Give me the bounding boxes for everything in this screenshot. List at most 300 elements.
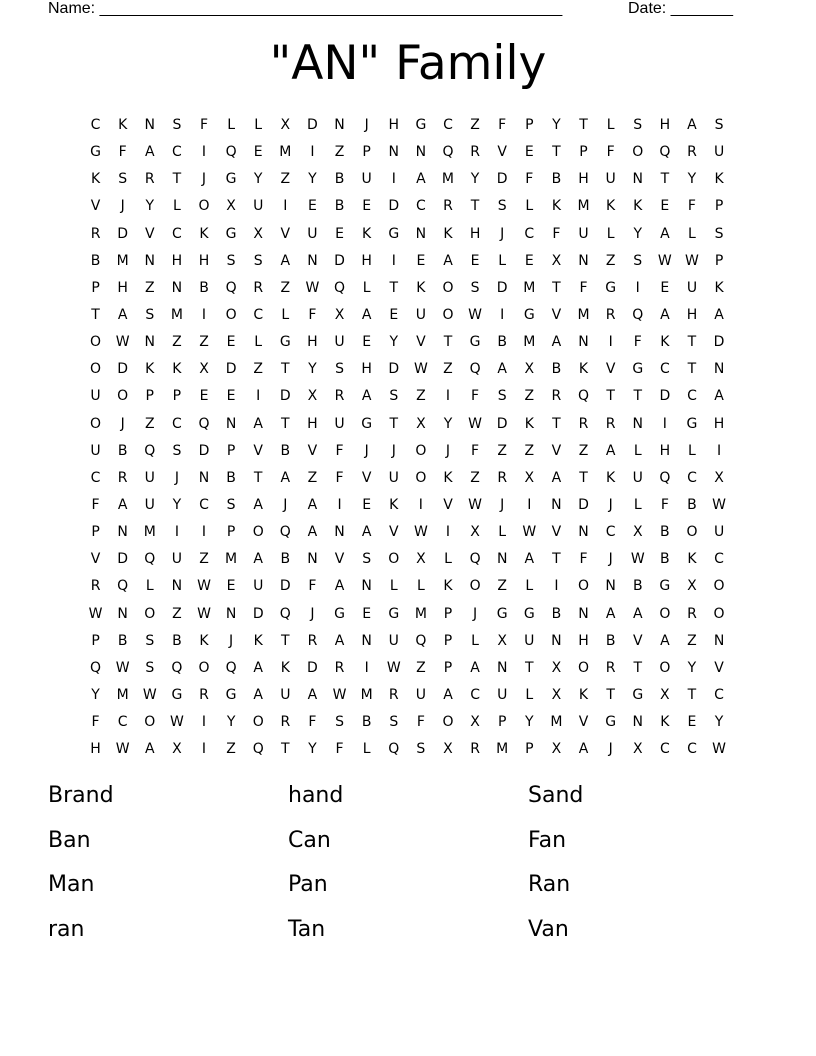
grid-letter: I: [418, 497, 423, 514]
grid-letter: N: [632, 714, 643, 731]
grid-letter: V: [497, 144, 507, 161]
grid-letter: X: [551, 687, 562, 704]
grid-letter: L: [172, 198, 181, 215]
grid-row: [82, 682, 733, 709]
grid-letter: X: [524, 361, 535, 378]
grid-letter: X: [307, 388, 318, 405]
grid-letter: B: [551, 361, 562, 378]
grid-letter: A: [660, 632, 670, 649]
grid-letter: N: [117, 605, 128, 622]
grid-letter: E: [226, 388, 236, 405]
grid-letter: E: [308, 198, 317, 215]
grid-letter: K: [199, 225, 209, 242]
grid-letter: G: [334, 605, 345, 622]
grid-letter: A: [280, 252, 291, 269]
grid-letter: H: [388, 117, 400, 134]
grid-row: [82, 628, 733, 655]
grid-letter: O: [198, 198, 210, 215]
grid-row: [82, 139, 733, 166]
grid-letter: L: [254, 117, 263, 134]
grid-letter: H: [307, 334, 318, 351]
grid-letter: M: [523, 279, 536, 296]
grid-letter: B: [497, 334, 507, 351]
grid-letter: N: [415, 225, 427, 242]
grid-letter: M: [116, 252, 129, 269]
grid-letter: D: [496, 171, 508, 188]
grid-letter: U: [415, 307, 426, 324]
grid-letter: K: [687, 551, 697, 568]
grid-letter: U: [415, 687, 426, 704]
grid-letter: R: [334, 388, 345, 405]
grid-letter: B: [280, 551, 291, 568]
grid-letter: F: [91, 714, 100, 731]
grid-letter: Y: [687, 659, 697, 676]
grid-letter: T: [281, 632, 290, 649]
grid-letter: R: [334, 659, 345, 676]
grid-letter: B: [632, 578, 643, 595]
grid-letter: I: [201, 714, 207, 731]
grid-letter: E: [524, 252, 534, 269]
grid-letter: D: [334, 252, 345, 269]
grid-letter: G: [659, 578, 671, 595]
grid-letter: F: [308, 578, 317, 595]
grid-letter: N: [307, 252, 318, 269]
grid-letter: Z: [524, 442, 535, 459]
grid-letter: M: [550, 714, 563, 731]
grid-letter: Q: [632, 307, 644, 324]
grid-letter: S: [145, 632, 155, 649]
grid-row: [82, 465, 733, 492]
grid-letter: B: [660, 551, 670, 568]
grid-letter: A: [632, 605, 643, 622]
grid-letter: T: [552, 279, 561, 296]
grid-letter: B: [226, 469, 236, 486]
grid-letter: U: [90, 388, 101, 405]
grid-letter: S: [362, 551, 372, 568]
grid-letter: N: [496, 659, 508, 676]
grid-letter: D: [496, 415, 508, 432]
grid-letter: H: [361, 361, 372, 378]
grid-letter: H: [578, 171, 589, 188]
grid-letter: W: [169, 714, 184, 731]
grid-letter: S: [389, 714, 399, 731]
grid-letter: N: [144, 252, 156, 269]
grid-letter: Z: [470, 469, 480, 486]
grid-letter: S: [335, 361, 344, 378]
grid-letter: Z: [470, 117, 480, 134]
grid-letter: G: [632, 361, 644, 378]
grid-letter: U: [497, 687, 508, 704]
grid-letter: F: [579, 551, 588, 568]
grid-letter: V: [307, 442, 318, 459]
grid-letter: T: [687, 687, 697, 704]
word-list-item: hand: [288, 783, 344, 808]
grid-letter: F: [552, 225, 561, 242]
grid-letter: L: [525, 687, 534, 704]
grid-letter: A: [470, 659, 480, 676]
grid-letter: N: [605, 578, 616, 595]
grid-letter: X: [253, 225, 263, 242]
grid-letter: J: [120, 198, 125, 215]
grid-letter: Q: [144, 442, 156, 459]
grid-letter: V: [632, 632, 643, 649]
grid-letter: A: [280, 469, 291, 486]
grid-letter: E: [226, 334, 236, 351]
grid-letter: B: [172, 632, 182, 649]
grid-letter: I: [201, 524, 207, 541]
grid-letter: I: [256, 388, 261, 405]
grid-letter: G: [523, 307, 535, 324]
grid-letter: F: [308, 307, 317, 324]
grid-letter: A: [551, 334, 562, 351]
grid-letter: Q: [90, 659, 102, 676]
grid-letter: R: [280, 714, 291, 731]
grid-letter: Z: [524, 388, 535, 405]
grid-letter: Y: [226, 714, 236, 731]
grid-letter: J: [500, 497, 505, 514]
grid-letter: X: [524, 469, 535, 486]
grid-letter: O: [144, 714, 156, 731]
grid-letter: D: [225, 361, 237, 378]
grid-letter: V: [361, 469, 372, 486]
grid-letter: C: [524, 225, 535, 242]
grid-letter: A: [497, 361, 507, 378]
grid-row: [82, 193, 733, 220]
grid-letter: F: [335, 469, 344, 486]
grid-letter: Y: [308, 741, 317, 758]
grid-letter: E: [524, 144, 534, 161]
grid-letter: N: [578, 252, 589, 269]
grid-letter: T: [687, 361, 697, 378]
grid-letter: I: [283, 198, 288, 215]
grid-letter: E: [362, 334, 372, 351]
grid-letter: B: [660, 524, 670, 541]
grid-letter: W: [115, 659, 130, 676]
grid-letter: P: [497, 714, 507, 731]
grid-letter: X: [172, 741, 182, 758]
grid-letter: N: [198, 469, 210, 486]
grid-row: [82, 275, 733, 302]
grid-letter: G: [388, 605, 400, 622]
grid-letter: R: [497, 469, 508, 486]
grid-letter: H: [307, 415, 318, 432]
grid-letter: V: [714, 659, 724, 676]
grid-letter: K: [280, 659, 290, 676]
grid-letter: C: [415, 198, 426, 215]
grid-letter: I: [337, 497, 342, 514]
grid-letter: T: [606, 388, 615, 405]
grid-letter: Z: [687, 632, 697, 649]
grid-letter: W: [88, 605, 103, 622]
grid-letter: G: [632, 687, 644, 704]
grid-letter: G: [415, 117, 427, 134]
grid-letter: U: [388, 632, 399, 649]
grid-letter: U: [361, 171, 372, 188]
grid-letter: H: [686, 307, 698, 324]
grid-letter: A: [144, 741, 155, 758]
grid-letter: A: [416, 171, 426, 188]
grid-letter: N: [144, 117, 156, 134]
grid-letter: A: [714, 388, 724, 405]
grid-letter: Y: [714, 714, 724, 731]
grid-letter: K: [90, 171, 101, 188]
grid-row: [82, 655, 733, 682]
grid-letter: F: [660, 497, 669, 514]
grid-letter: O: [686, 524, 698, 541]
grid-letter: C: [171, 415, 182, 432]
grid-letter: M: [523, 334, 536, 351]
grid-letter: A: [551, 469, 562, 486]
grid-letter: G: [361, 415, 373, 432]
grid-letter: M: [279, 144, 292, 161]
grid-letter: L: [281, 307, 290, 324]
grid-letter: A: [253, 415, 263, 432]
grid-row: [82, 519, 733, 546]
grid-letter: J: [283, 497, 288, 514]
grid-letter: A: [578, 741, 589, 758]
grid-letter: Y: [308, 171, 317, 188]
grid-letter: Q: [225, 659, 237, 676]
grid-letter: B: [334, 171, 345, 188]
grid-letter: O: [659, 605, 671, 622]
grid-letter: L: [254, 334, 263, 351]
grid-letter: U: [605, 171, 616, 188]
grid-letter: V: [605, 361, 616, 378]
grid-letter: T: [633, 388, 643, 405]
grid-letter: W: [332, 687, 347, 704]
grid-letter: T: [552, 415, 561, 432]
grid-letter: T: [281, 361, 290, 378]
grid-letter: G: [171, 687, 183, 704]
grid-letter: B: [361, 714, 372, 731]
grid-letter: R: [307, 632, 318, 649]
grid-letter: R: [388, 687, 399, 704]
grid-letter: N: [171, 279, 183, 296]
grid-letter: B: [117, 442, 128, 459]
letter-grid: [82, 112, 733, 763]
grid-letter: O: [415, 469, 427, 486]
grid-letter: I: [391, 171, 396, 188]
grid-letter: L: [525, 198, 534, 215]
grid-letter: E: [362, 497, 372, 514]
grid-letter: O: [713, 578, 725, 595]
grid-letter: N: [225, 415, 237, 432]
grid-letter: R: [90, 225, 101, 242]
grid-letter: D: [279, 578, 291, 595]
grid-letter: W: [712, 497, 726, 514]
grid-letter: D: [117, 551, 129, 568]
grid-row: [82, 709, 733, 736]
grid-letter: E: [362, 605, 372, 622]
grid-letter: J: [174, 469, 179, 486]
grid-letter: P: [714, 198, 724, 215]
grid-letter: J: [120, 415, 125, 432]
grid-letter: U: [253, 198, 264, 215]
grid-row: [82, 302, 733, 329]
grid-letter: B: [199, 279, 209, 296]
grid-letter: O: [252, 714, 264, 731]
grid-letter: N: [361, 578, 372, 595]
grid-letter: M: [143, 524, 156, 541]
grid-letter: F: [416, 714, 425, 731]
grid-letter: S: [145, 659, 155, 676]
grid-letter: W: [630, 551, 645, 568]
grid-letter: T: [91, 307, 100, 324]
grid-letter: Q: [469, 551, 481, 568]
grid-letter: Y: [470, 171, 480, 188]
grid-letter: X: [551, 252, 562, 269]
grid-letter: X: [551, 659, 562, 676]
grid-letter: V: [280, 225, 291, 242]
grid-letter: E: [335, 225, 344, 242]
grid-letter: N: [334, 117, 345, 134]
grid-letter: T: [525, 659, 534, 676]
grid-letter: A: [253, 687, 263, 704]
grid-letter: O: [388, 551, 400, 568]
grid-letter: U: [280, 687, 291, 704]
grid-letter: C: [171, 144, 182, 161]
grid-letter: A: [253, 659, 263, 676]
grid-letter: Z: [226, 741, 236, 758]
grid-letter: M: [414, 605, 427, 622]
grid-letter: V: [388, 524, 399, 541]
grid-letter: J: [364, 442, 369, 459]
grid-letter: X: [551, 741, 562, 758]
grid-letter: Q: [279, 605, 291, 622]
grid-letter: S: [633, 252, 643, 269]
grid-letter: G: [496, 605, 508, 622]
grid-letter: G: [523, 605, 535, 622]
grid-letter: A: [334, 578, 345, 595]
grid-letter: K: [660, 714, 670, 731]
grid-letter: T: [633, 659, 643, 676]
grid-letter: Z: [144, 279, 155, 296]
grid-row: [82, 356, 733, 383]
grid-letter: S: [714, 117, 724, 134]
grid-letter: A: [117, 307, 128, 324]
grid-letter: Y: [145, 198, 155, 215]
grid-letter: N: [171, 578, 183, 595]
grid-letter: T: [579, 469, 588, 486]
grid-letter: B: [90, 252, 101, 269]
grid-letter: D: [117, 225, 129, 242]
grid-letter: K: [660, 334, 670, 351]
grid-letter: D: [659, 388, 671, 405]
grid-letter: N: [415, 144, 427, 161]
grid-letter: D: [307, 659, 318, 676]
grid-letter: D: [279, 388, 291, 405]
date-field: Date: _______: [628, 0, 733, 17]
grid-letter: G: [225, 225, 237, 242]
grid-letter: Q: [225, 279, 237, 296]
page-title: "AN" Family: [269, 36, 547, 91]
grid-letter: Y: [687, 171, 697, 188]
grid-row: [82, 112, 733, 139]
grid-letter: O: [225, 307, 237, 324]
grid-row: [82, 573, 733, 600]
grid-letter: C: [687, 469, 697, 486]
grid-letter: F: [633, 334, 642, 351]
grid-letter: Q: [171, 659, 183, 676]
grid-letter: F: [525, 171, 534, 188]
grid-letter: W: [657, 252, 672, 269]
grid-letter: T: [687, 334, 697, 351]
grid-letter: Y: [443, 415, 453, 432]
grid-letter: S: [145, 307, 155, 324]
grid-letter: X: [416, 551, 426, 568]
grid-letter: Q: [334, 279, 346, 296]
grid-letter: V: [551, 442, 562, 459]
grid-letter: M: [441, 171, 455, 188]
grid-letter: Y: [253, 171, 263, 188]
grid-row: [82, 411, 733, 438]
grid-letter: Q: [225, 144, 237, 161]
grid-letter: D: [388, 198, 400, 215]
grid-row: [82, 329, 733, 356]
grid-letter: X: [199, 361, 209, 378]
grid-letter: O: [252, 524, 264, 541]
grid-letter: F: [335, 442, 344, 459]
grid-letter: Q: [144, 551, 156, 568]
grid-letter: O: [90, 361, 102, 378]
grid-letter: E: [470, 252, 480, 269]
grid-letter: P: [579, 144, 588, 161]
grid-letter: R: [687, 605, 697, 622]
grid-letter: K: [199, 632, 209, 649]
grid-letter: G: [225, 687, 237, 704]
grid-letter: N: [551, 497, 562, 514]
grid-letter: S: [253, 252, 263, 269]
grid-letter: J: [364, 117, 369, 134]
grid-letter: V: [578, 714, 589, 731]
grid-letter: C: [605, 524, 616, 541]
grid-letter: H: [578, 632, 589, 649]
grid-letter: F: [471, 388, 480, 405]
grid-letter: J: [608, 741, 613, 758]
grid-letter: G: [605, 279, 617, 296]
grid-letter: L: [606, 225, 615, 242]
grid-letter: Z: [334, 144, 345, 161]
grid-letter: A: [714, 307, 724, 324]
grid-letter: X: [687, 578, 697, 595]
grid-letter: R: [470, 741, 480, 758]
grid-letter: Z: [497, 578, 507, 595]
grid-letter: L: [389, 578, 398, 595]
grid-letter: P: [172, 388, 182, 405]
grid-letter: A: [361, 388, 372, 405]
grid-letter: P: [226, 442, 236, 459]
grid-letter: V: [90, 551, 101, 568]
grid-row: [82, 736, 733, 763]
grid-letter: I: [201, 741, 207, 758]
grid-letter: B: [551, 171, 562, 188]
grid-letter: O: [632, 144, 644, 161]
grid-letter: Q: [659, 469, 671, 486]
grid-letter: A: [687, 117, 697, 134]
grid-letter: I: [364, 659, 369, 676]
grid-letter: Y: [389, 334, 399, 351]
worksheet-header: [48, 0, 748, 20]
grid-letter: D: [388, 361, 400, 378]
grid-letter: I: [445, 388, 451, 405]
grid-letter: X: [632, 524, 643, 541]
grid-letter: F: [91, 497, 100, 514]
grid-letter: I: [201, 144, 207, 161]
grid-letter: P: [145, 388, 154, 405]
grid-letter: H: [171, 252, 183, 269]
grid-letter: A: [334, 632, 345, 649]
word-list-item: Ban: [48, 827, 91, 853]
